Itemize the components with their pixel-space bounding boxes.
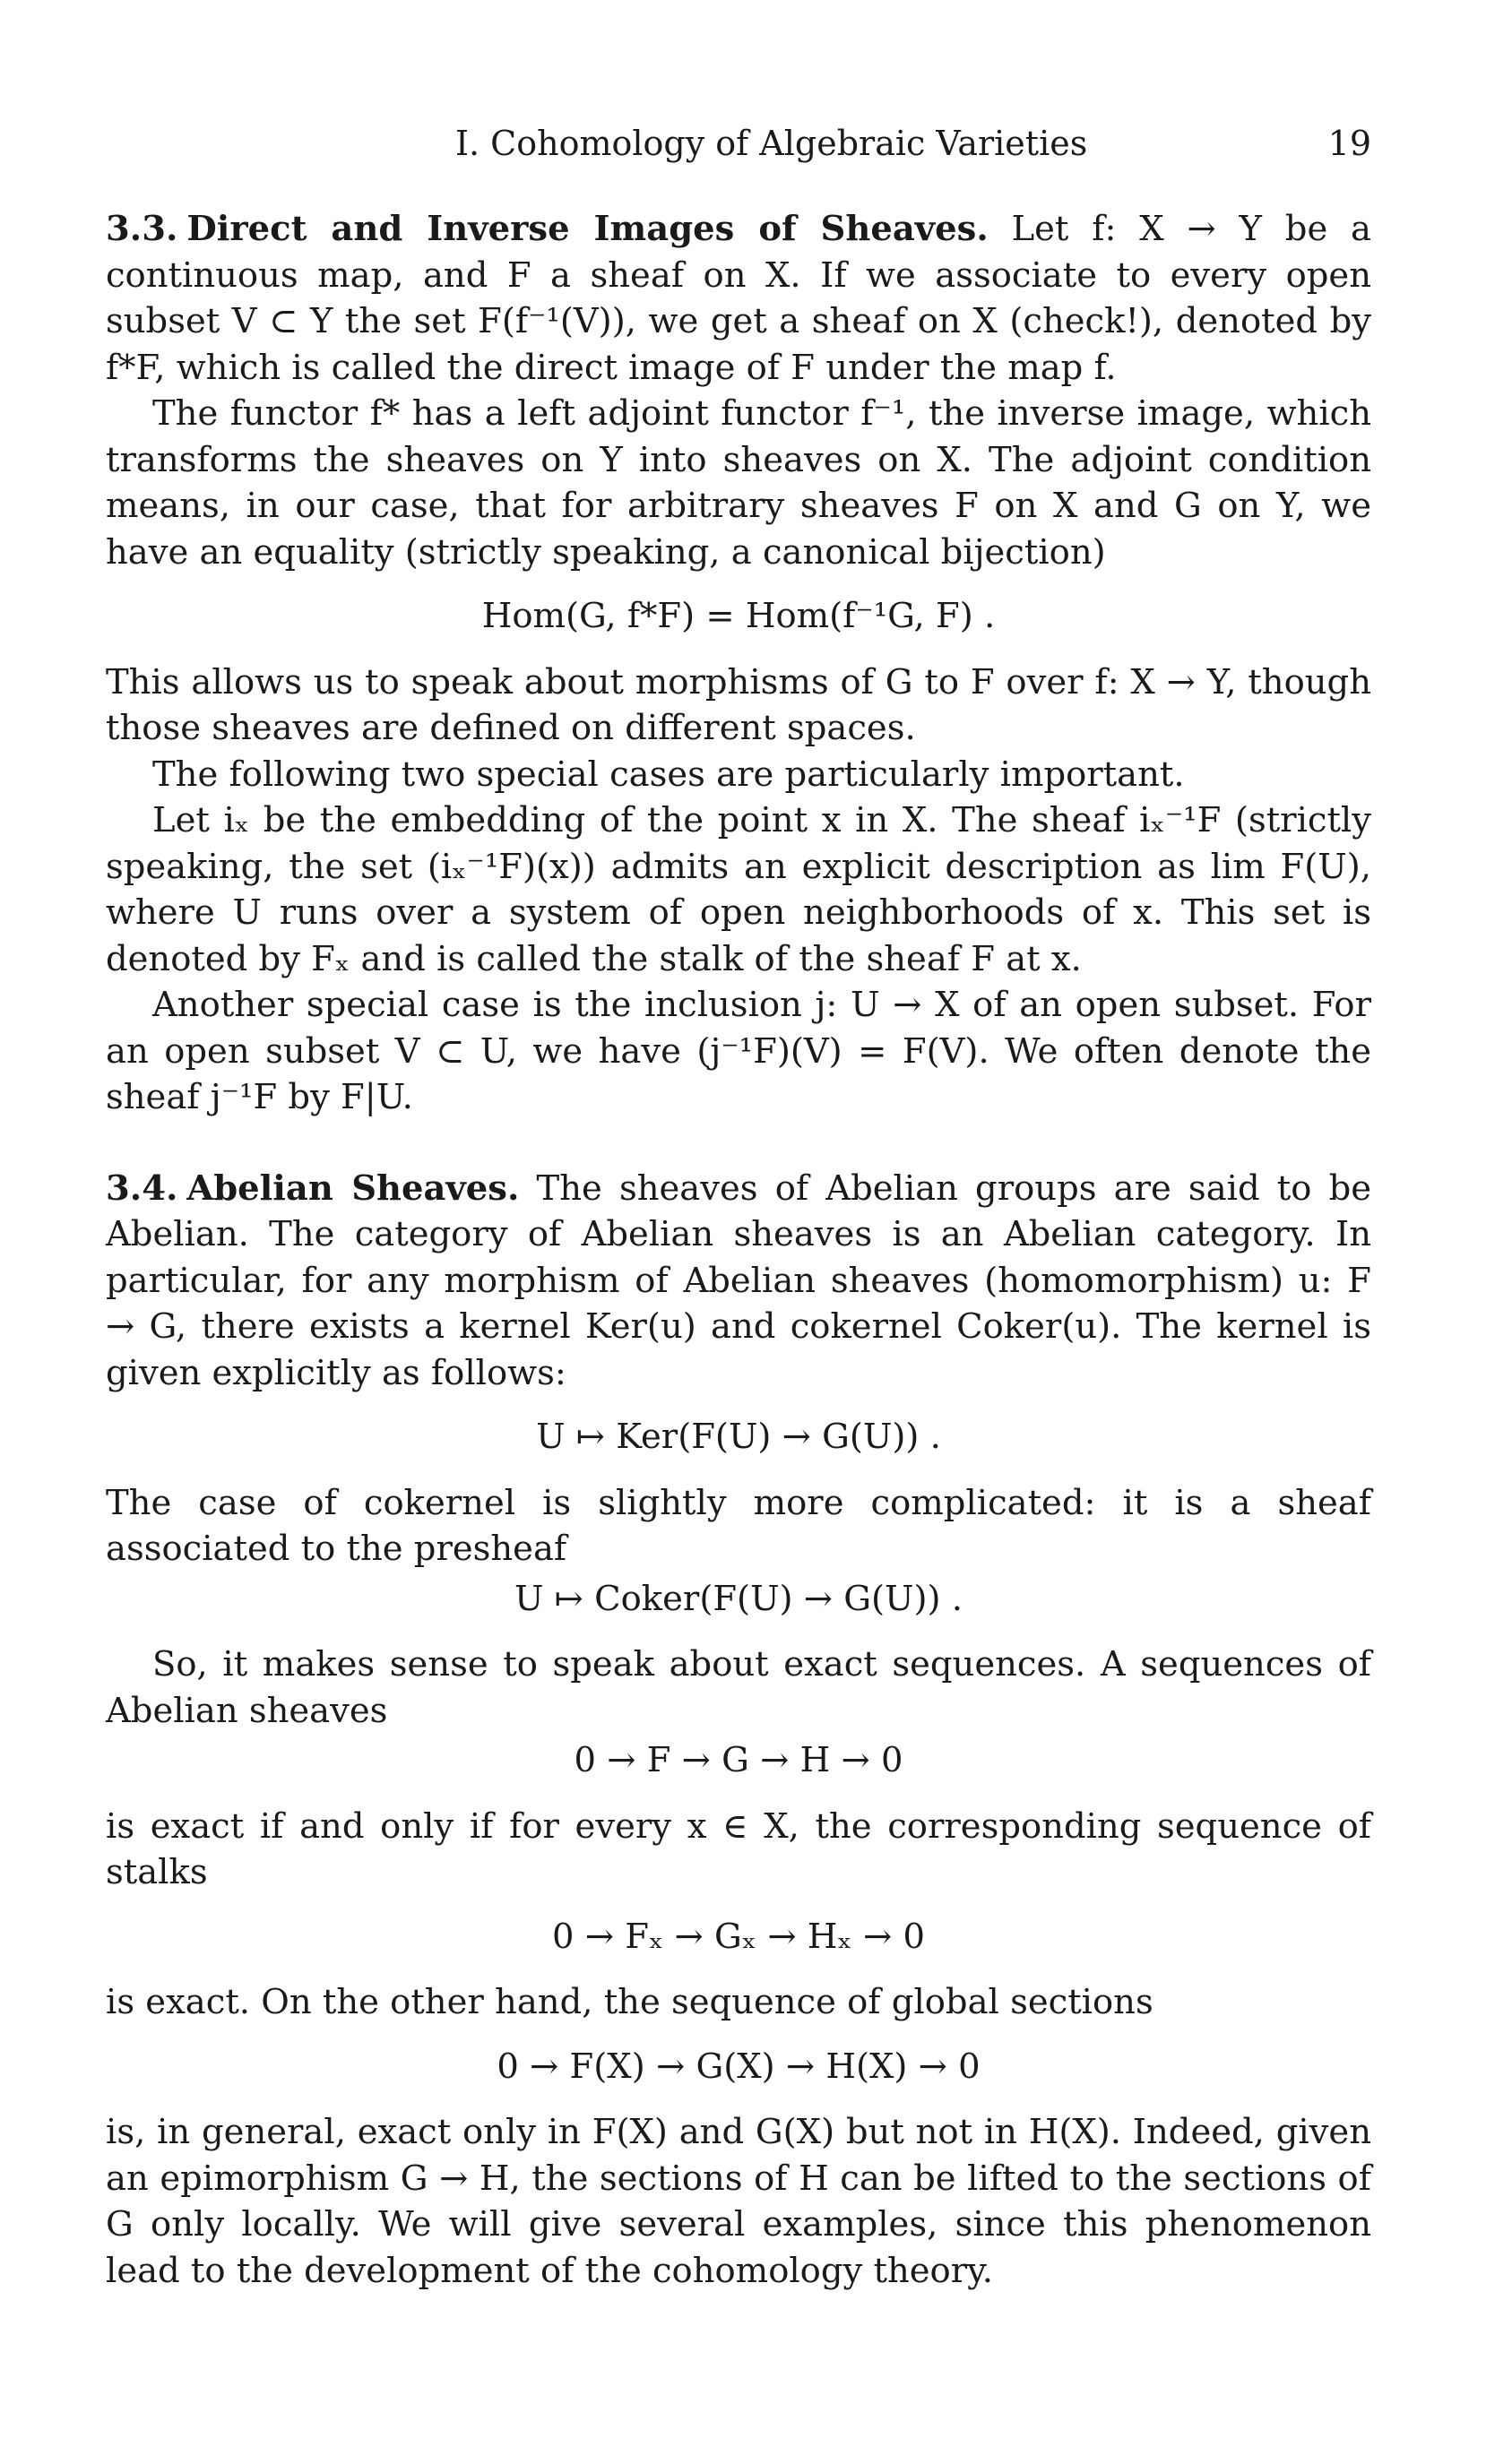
section-3-3-paragraph-5: Let iₓ be the embedding of the point x in X. The sheaf iₓ⁻¹F (strictly speaking, the set (iₓ⁻¹F)(x)) admits an explicit description as lim F(U), where U runs over a system of open neighborhoods of x. This set is denoted by Fₓ and is called the stalk of the sheaf F at x. xyxy=(106,800,1371,979)
section-3-4-paragraph-2: The case of cokernel is slightly more complicated: it is a sheaf associated to the presheaf xyxy=(106,1482,1371,1569)
section-3-4-text-1: The sheaves of Abelian groups are said to be Abelian. The category of Abelian sheaves is an Abelian category. In particular, for any morphism of Abelian sheaves (homomorphism) u: F → G, there exists a kernel Ker(u) and cokernel Coker(u). The kernel is given explicitly as follows: xyxy=(106,1167,1371,1393)
equation-stalk-sequence: 0 → Fₓ → Gₓ → Hₓ → 0 xyxy=(552,1916,925,1957)
section-3-3-title: Direct and Inverse Images of Sheaves. xyxy=(186,209,989,249)
section-3-4-title: Abelian Sheaves. xyxy=(186,1167,520,1209)
section-3-4-number: 3.4. xyxy=(106,1167,178,1209)
equation-cokernel: U ↦ Coker(F(U) → G(U)) . xyxy=(514,1578,963,1619)
section-3-3-paragraph-3: This allows us to speak about morphisms of G to F over f: X → Y, though those sheaves are defined on different spaces. xyxy=(106,661,1371,748)
section-gap xyxy=(106,1121,1371,1166)
equation-hom-adjunction: Hom(G, f*F) = Hom(f⁻¹G, F) . xyxy=(481,596,996,636)
section-3-4-paragraph-6: is, in general, exact only in F(X) and G(X) but not in H(X). Indeed, given an epimorphism G → H, the sections of H can be lifted to the sections of G only locally. We will give several examples, since this phenomenon lead to the development of the cohomology theory. xyxy=(106,2112,1371,2291)
running-header xyxy=(106,124,1371,168)
running-title: I. Cohomology of Algebraic Varieties xyxy=(455,124,1088,163)
equation-global-sections: 0 → F(X) → G(X) → H(X) → 0 xyxy=(497,2046,981,2087)
equation-kernel: U ↦ Ker(F(U) → G(U)) . xyxy=(536,1417,941,1457)
section-3-4-paragraph-4: is exact if and only if for every x ∈ X, the corresponding sequence of stalks xyxy=(106,1805,1371,1892)
section-3-4-paragraph-3: So, it makes sense to speak about exact sequences. A sequences of Abelian sheaves xyxy=(106,1644,1371,1731)
section-3-3-paragraph-1 xyxy=(106,206,1371,391)
section-3-3-number: 3.3. xyxy=(106,209,178,249)
section-3-3-text-1: Let f: X → Y be a continuous map, and F a sheaf on X. If we associate to every open subset V ⊂ Y the set F(f⁻¹(V)), we get a sheaf on X (check!), denoted by f*F, which is called the direct image of F under the map f. xyxy=(106,209,1371,388)
section-3-3-paragraph-2: The functor f* has a left adjoint functor f⁻¹, the inverse image, which transforms the sheaves on Y into sheaves on X. The adjoint condition means, in our case, that for arbitrary sheaves F on X and G on Y, we have an equality (strictly speaking, a canonical bijection) xyxy=(106,393,1371,573)
section-3-4-paragraph-5: is exact. On the other hand, the sequence of global sections xyxy=(106,1982,1153,2022)
page-body xyxy=(106,206,1371,2294)
section-3-4-paragraph-1 xyxy=(106,1166,1371,1397)
page-number: 19 xyxy=(1327,124,1371,163)
section-3-3-paragraph-4: The following two special cases are particularly important. xyxy=(152,754,1185,795)
section-3-3-paragraph-6: Another special case is the inclusion j: U → X of an open subset. For an open subset V ⊂ U, we have (j⁻¹F)(V) = F(V). We often denote the sheaf j⁻¹F by F|U. xyxy=(106,985,1371,1117)
equation-short-exact-sequence: 0 → F → G → H → 0 xyxy=(574,1740,903,1780)
